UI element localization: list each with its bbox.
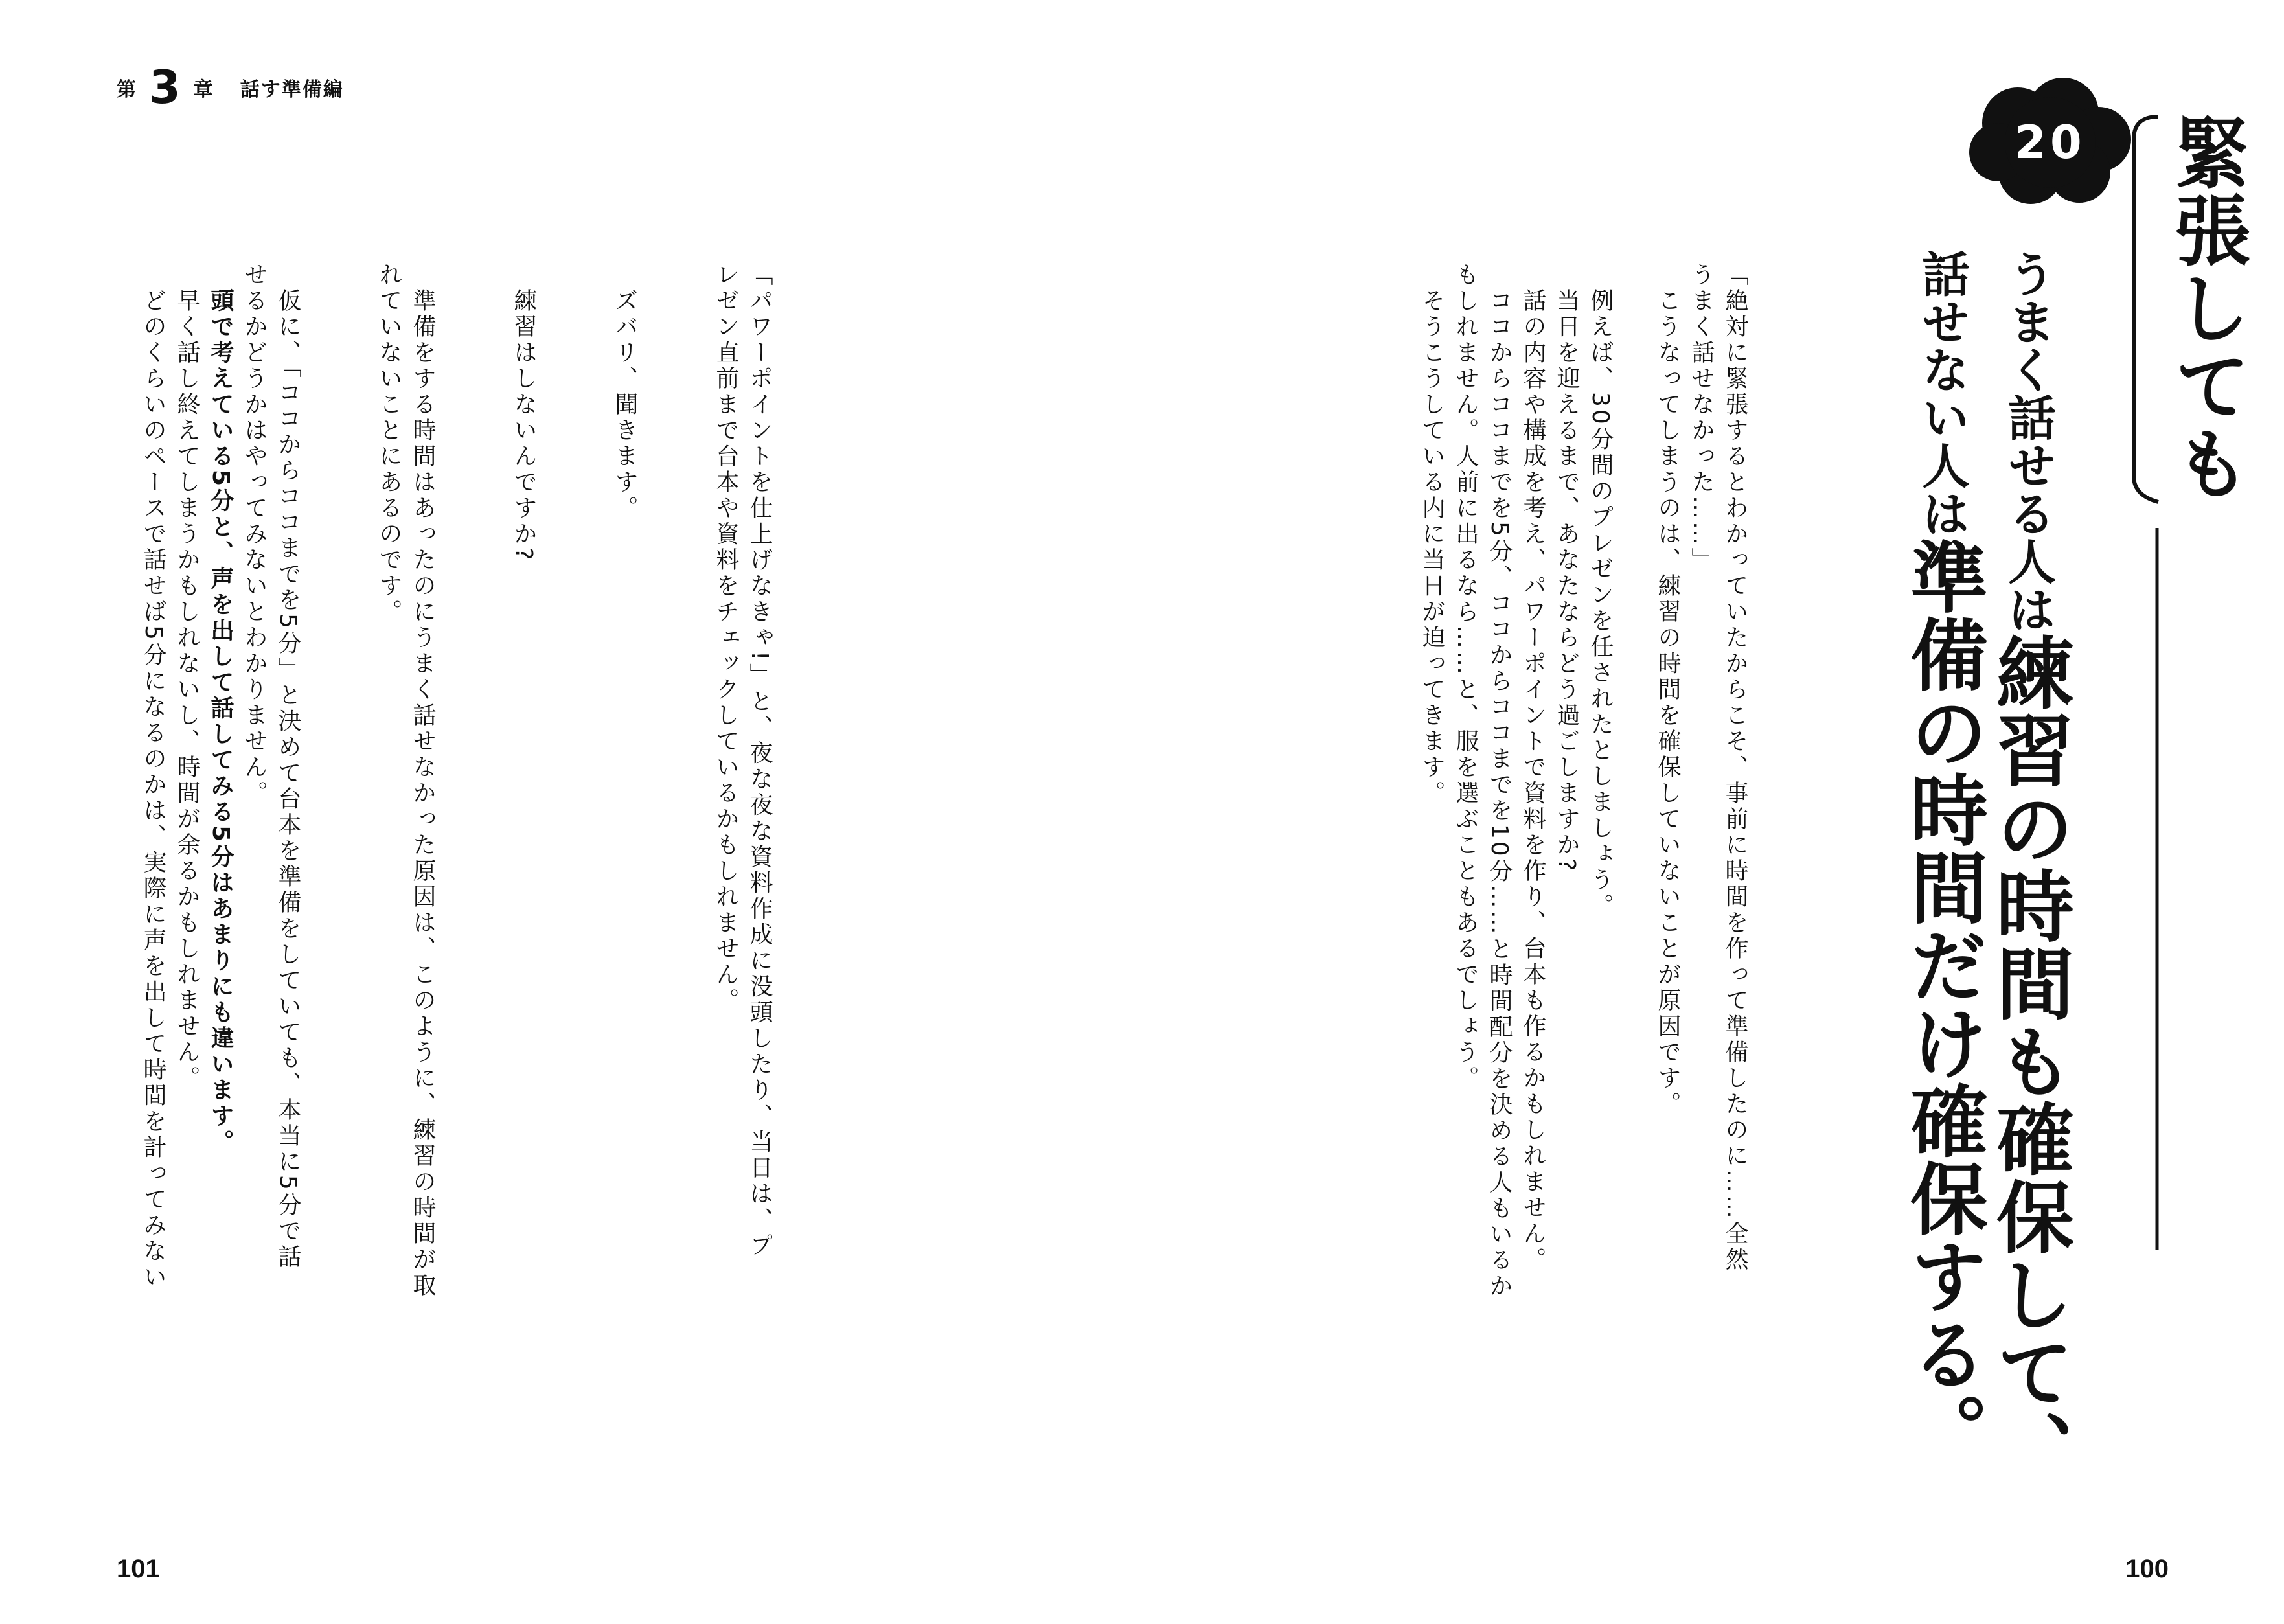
- section-number: 20: [2015, 116, 2086, 169]
- page-number-right: 100: [2125, 1555, 2169, 1583]
- left-line-p5: 準備をする時間はあったのにうまく話せなかった原因は、このように、練習の時間が取: [409, 262, 436, 1299]
- right-line-2: うまく話せなかった……」: [1688, 262, 1715, 573]
- right-line-6: 当日を迎えるまで、あなたならどう過ごしますか?: [1553, 262, 1580, 874]
- left-page-body: [136, 262, 776, 1299]
- left-spacer-3b: [439, 262, 473, 1299]
- right-line-8: ココからココまでを5分、ココからココまでを10分……と時間配分を決める人もいるか: [1486, 262, 1513, 1299]
- left-line-p7: 仮に、「ココからココまでを5分」と決めて台本を準備をしていても、本当に5分で話: [275, 262, 301, 1270]
- title-line-1: 緊張しても: [2161, 113, 2251, 502]
- left-line-p8: せるかどうかはやってみないとわかりません。: [241, 262, 268, 806]
- right-line-5: 例えば、30分間のプレゼンを任されたとしましょう。: [1587, 262, 1614, 919]
- page-number-left: 101: [117, 1555, 160, 1583]
- left-line-p2: レゼン直前まで台本や資料をチェックしているかもしれません。: [713, 262, 739, 1014]
- left-spacer-2b: [540, 262, 574, 1299]
- left-line-p10: 早く話し終えてしまうかもしれないし、時間が余るかもしれません。: [174, 262, 200, 1092]
- left-spacer-3: [473, 262, 507, 1299]
- left-spacer-4b: [304, 262, 338, 1299]
- right-line-7: 話の内容や構成を考え、パワーポイントで資料を作り、台本も作るかもしれません。: [1520, 262, 1546, 1273]
- title-line-2: [1985, 249, 2071, 1488]
- chapter-suffix: 章: [193, 78, 214, 101]
- section-number-badge: [1966, 78, 2134, 207]
- left-line-p9-bold: 頭で考えている5分と、声を出して話してみる5分はあまりにも違います。: [207, 288, 234, 1156]
- title-line-3-big: 準備の時間だけ確保する。: [1897, 537, 1987, 1470]
- title-line-2-big: 練習の時間も確保して、: [1983, 633, 2073, 1488]
- left-line-p4: 練習はしないんですか?: [510, 262, 537, 563]
- left-line-p6: れていないことにあるのです。: [376, 262, 402, 625]
- title-line-2-small: うまく話せる人は: [2000, 249, 2056, 633]
- right-line-4: [1617, 262, 1650, 1299]
- left-line-p3: ズバリ、聞きます。: [611, 262, 638, 521]
- right-line-9: もしれません。人前に出るなら……と、服を選ぶこともあるでしょう。: [1452, 262, 1479, 1092]
- left-spacer-2: [574, 262, 608, 1299]
- right-page-body: [1415, 262, 1752, 1299]
- left-line-p1: 「パワーポイントを仕上げなきゃ!」と、夜な夜な資料作成に没頭したり、当日は、プ: [746, 262, 773, 1259]
- left-spacer-1: [675, 262, 709, 1299]
- left-line-p9-indent: [207, 262, 234, 288]
- title-bracket: [2126, 113, 2165, 1253]
- left-line-p9: [203, 262, 237, 1299]
- left-spacer-4: [338, 262, 372, 1299]
- chapter-header: [117, 62, 344, 113]
- left-spacer-1b: [641, 262, 675, 1299]
- right-line-1: 「絶対に緊張するとわかっていたからこそ、事前に時間を作って準備したのに……全然: [1722, 262, 1748, 1273]
- left-line-p11: どのくらいのペースで話せば5分になるのかは、実際に声を出して時間を計ってみない: [140, 262, 166, 1290]
- right-line-3: こうなってしまうのは、練習の時間を確保していないことが原因です。: [1654, 262, 1681, 1117]
- chapter-prefix: 第: [117, 78, 137, 101]
- title-line-3: [1899, 249, 1985, 1470]
- chapter-number: 3: [149, 61, 182, 114]
- title-line-3-small: 話せない人は: [1914, 249, 1970, 537]
- right-line-10: そうこうしている内に当日が迫ってきます。: [1419, 262, 1445, 806]
- chapter-title: 話す準備編: [240, 78, 344, 101]
